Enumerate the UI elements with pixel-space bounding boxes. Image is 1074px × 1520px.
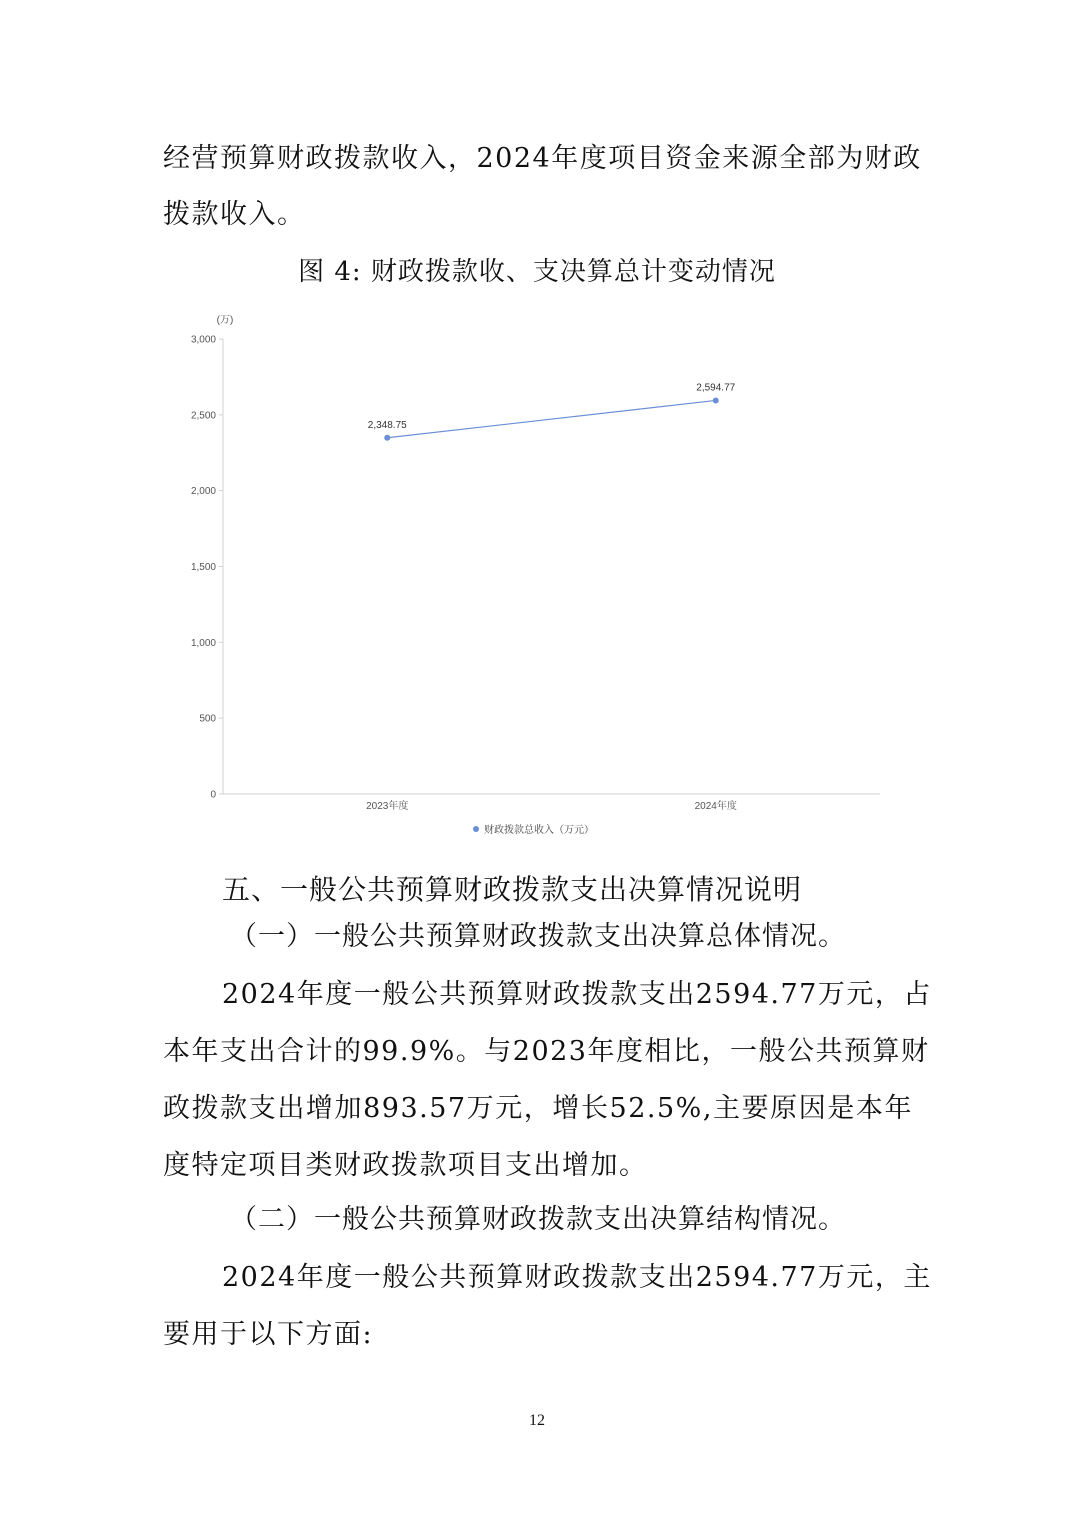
x-tick-label: 2023年度	[366, 801, 409, 812]
line-chart	[170, 305, 910, 845]
y-tick-label: 1,000	[190, 637, 216, 649]
intro-line-2: 拨款收入。	[163, 199, 306, 230]
y-tick-label: 3,000	[190, 334, 216, 346]
paragraph-line: 2024年度一般公共预算财政拨款支出2594.77万元，占	[222, 979, 932, 1010]
figure-caption: 图 4: 财政拨款收、支决算总计变动情况	[298, 257, 776, 287]
subsection-1-title: （一）一般公共预算财政拨款支出决算总体情况。	[230, 921, 846, 952]
paragraph-line: 度特定项目类财政拨款项目支出增加。	[163, 1150, 648, 1181]
series-line	[387, 400, 716, 437]
paragraph-line: 本年支出合计的99.9%。与2023年度相比，一般公共预算财	[163, 1036, 930, 1067]
y-axis-unit-label: (万)	[216, 315, 234, 326]
section-5-title: 五、一般公共预算财政拨款支出决算情况说明	[222, 873, 803, 906]
series-layer	[368, 382, 736, 440]
y-tick-label: 0	[210, 789, 216, 801]
legend-marker	[473, 826, 479, 832]
y-tick-label: 500	[199, 713, 216, 725]
paragraph-line: 政拨款支出增加893.57万元，增长52.5%,主要原因是本年	[163, 1093, 913, 1124]
paragraph-line: 2024年度一般公共预算财政拨款支出2594.77万元，主	[222, 1262, 932, 1293]
subsection-2-title: （二）一般公共预算财政拨款支出决算结构情况。	[230, 1204, 846, 1235]
page-number: 12	[529, 1412, 545, 1429]
legend-label: 财政拨款总收入（万元）	[484, 825, 594, 836]
x-axis-ticks	[366, 799, 737, 812]
y-tick-label: 2,500	[190, 410, 216, 422]
data-label: 2,348.75	[367, 419, 407, 431]
data-point	[713, 397, 719, 403]
x-tick-label: 2024年度	[694, 801, 737, 812]
intro-line-1: 经营预算财政拨款收入，2024年度项目资金来源全部为财政	[163, 143, 922, 174]
data-point	[384, 435, 390, 441]
y-tick-label: 2,000	[190, 486, 216, 498]
paragraph-line: 要用于以下方面:	[163, 1319, 374, 1350]
y-tick-label: 1,500	[190, 562, 216, 573]
y-axis-ticks	[191, 335, 223, 801]
data-label: 2,594.77	[696, 382, 736, 394]
chart-legend	[473, 823, 594, 836]
